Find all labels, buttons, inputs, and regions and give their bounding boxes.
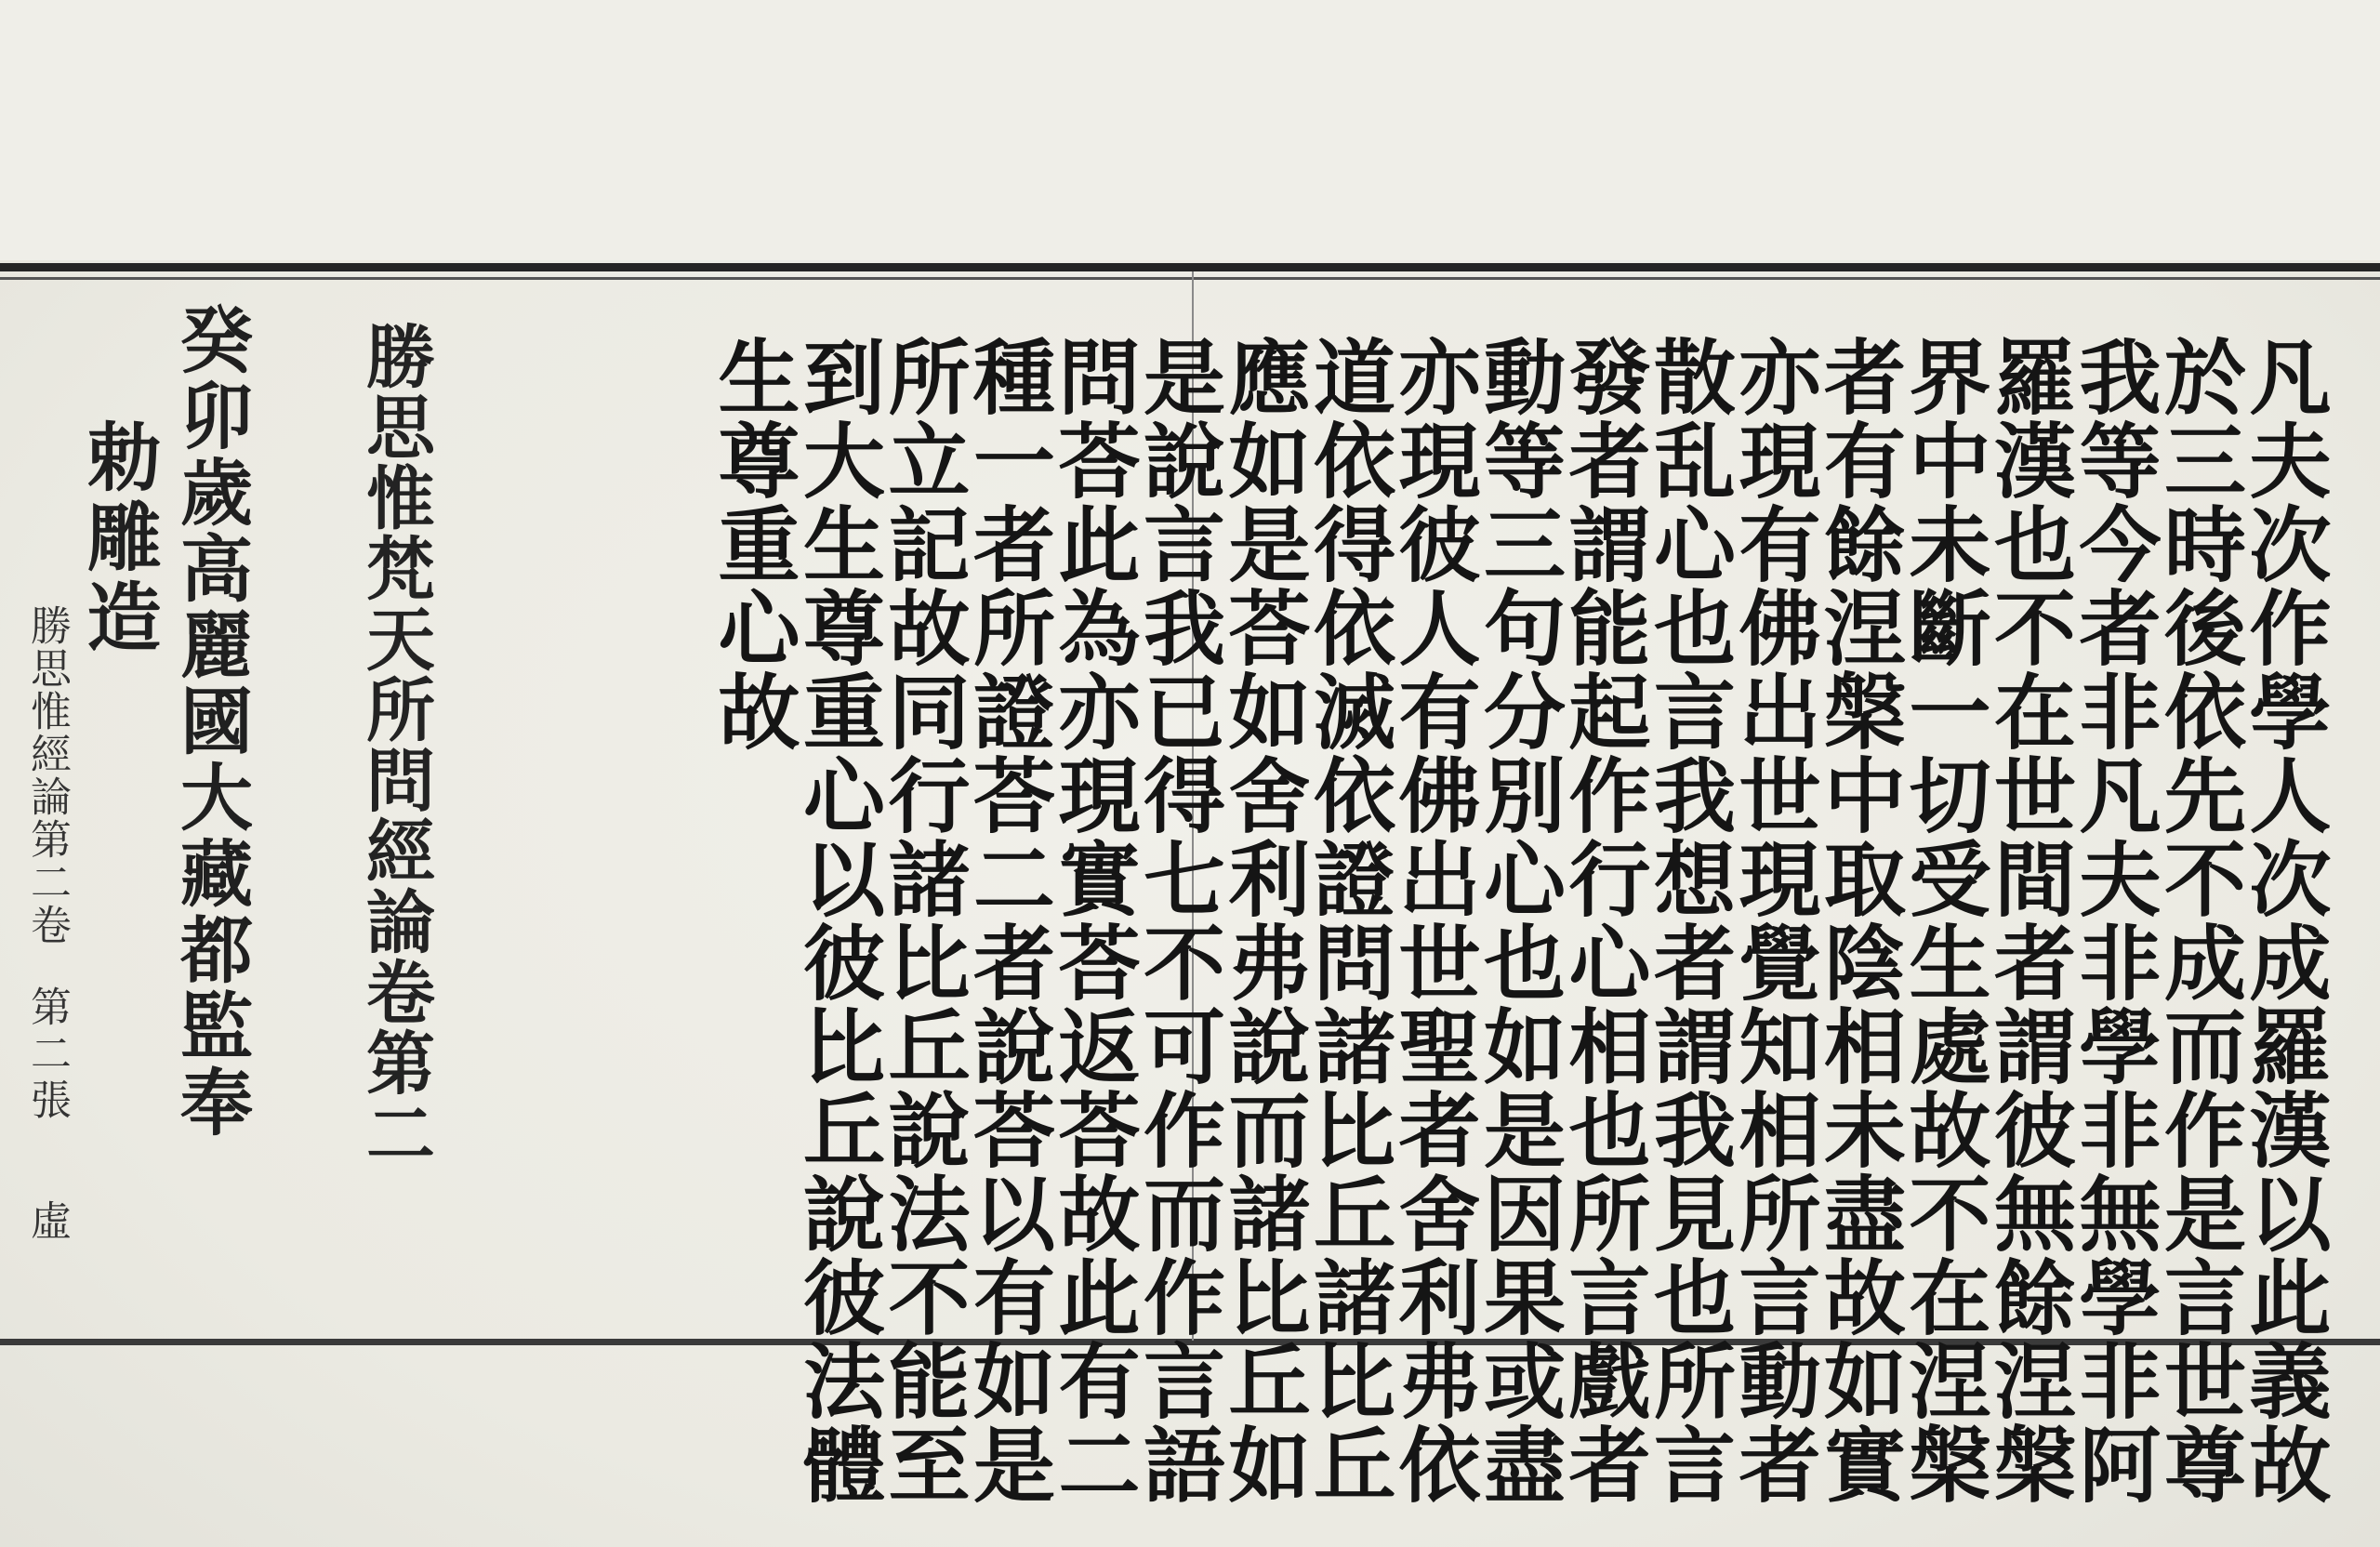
colophon-line-2: 勅雕造 [74,418,162,658]
text-column: 道依得依滅依證問諸比丘諸比丘 [1301,335,1397,1506]
text-column: 所立記故同行諸比丘說法不能至 [875,335,972,1506]
text-column: 生尊重心故 [705,335,802,753]
text-column: 界中未斷一切受生處故不在涅槃 [1896,335,1993,1506]
footer-page: 第二張 [23,985,71,1125]
text-column: 問荅此為亦現實荅返荅故此有二 [1045,335,1143,1506]
text-column: 凡夫次作學人次成羅漢以此義故 [2236,335,2334,1506]
volume-title: 勝思惟梵天所問經論卷第二 [355,321,435,1169]
text-column: 應如是荅如舍利弗說而諸比丘如 [1215,335,1313,1506]
top-border-rule [0,263,2380,271]
text-column: 亦現有佛出世現覺知相所言動者 [1726,335,1823,1506]
footer-title: 勝思惟經論第二卷 [23,604,71,946]
text-column: 散乱心也言我想者謂我見也所言 [1641,335,1738,1506]
text-column: 者有餘涅槃中取陰相未盡故如實 [1811,335,1908,1506]
text-column: 我等今者非凡夫非學非無學非阿 [2066,335,2163,1506]
top-border-inner-rule [0,277,2380,280]
text-column: 動等三句分別心也如是因果或盡 [1471,335,1567,1506]
text-column: 是說言我已得七不可作而作言語 [1130,335,1227,1506]
top-margin [0,0,2380,260]
text-column: 亦現彼人有佛出世聖者舍利弗依 [1385,335,1483,1506]
text-column: 到大生尊重心以彼比丘說彼法體 [790,335,887,1506]
text-column: 於三時後依先不成而作是言世尊 [2151,335,2248,1506]
text-column: 羅漢也不在世間者謂彼無餘涅槃 [1981,335,2078,1506]
colophon-line-1: 癸卯歲高麗國大藏都監奉 [168,302,253,1141]
text-column: 種一者所證荅二者說荅以有如是 [960,335,1057,1506]
footer-mark: 虛 [23,1199,71,1246]
text-column: 發者謂能起作行心相也所言戲者 [1555,335,1653,1506]
